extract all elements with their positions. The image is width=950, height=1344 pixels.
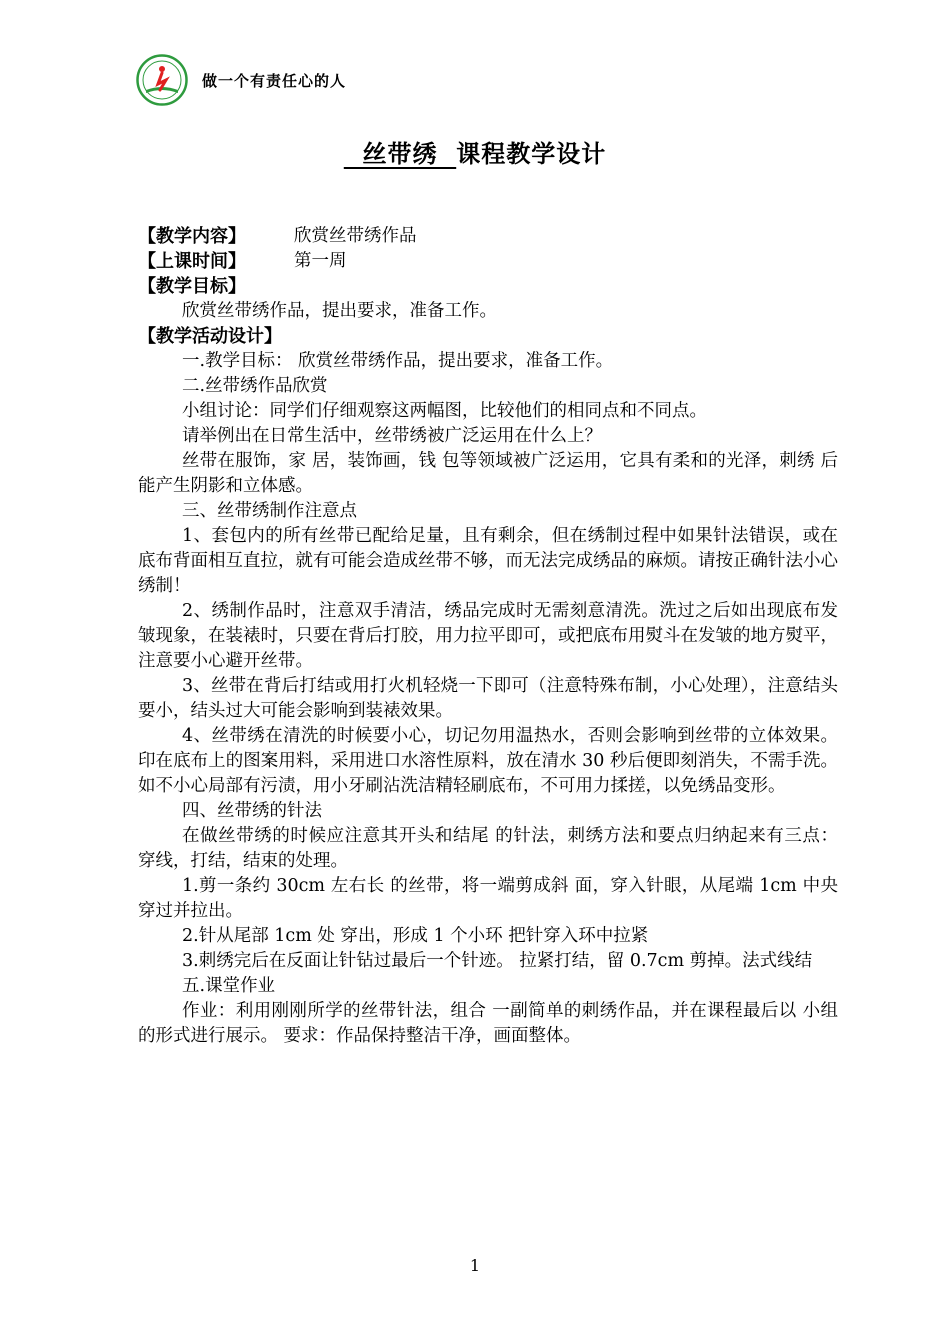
title-rest: 课程教学设计 xyxy=(456,140,607,168)
activity-paragraph: 1、套包内的所有丝带已配给足量，且有剩余，但在绣制过程中如果针法错误，或在底布背面相互直拉，就有可能会造成丝带不够，而无法完成绣品的麻烦。请按正确针法小心绣制！ xyxy=(138,526,838,596)
activity-label: 【教学活动设计】 xyxy=(138,326,282,347)
goal-text: 欣赏丝带绣作品，提出要求，准备工作。 xyxy=(182,301,497,321)
activity-paragraph: 作业：利用刚刚所学的丝带针法，组合 一副简单的刺绣作品，并在课程最后以 小组的形式进行展示。 要求：作品保持整洁干净，画面整体。 xyxy=(138,1001,838,1046)
info-row-content xyxy=(138,224,838,249)
activity-paragraph: 丝带在服饰，家 居，装饰画，钱 包等领域被广泛运用，它具有柔和的光泽，刺绣 后能产生阴影和立体感。 xyxy=(138,451,838,496)
info-value: 欣赏丝带绣作品 xyxy=(294,226,417,246)
goal-label: 【教学目标】 xyxy=(138,276,246,297)
activity-paragraph: 五.课堂作业 xyxy=(182,976,276,996)
header-motto: 做一个有责任心的人 xyxy=(202,71,347,90)
activity-paragraph: 在做丝带绣的时候应注意其开头和结尾 的针法，刺绣方法和要点归纳起来有三点： 穿线，打结，结束的处理。 xyxy=(138,826,838,871)
info-label: 【教学内容】 xyxy=(138,226,246,247)
activity-paragraph: 4、丝带绣在清洗的时候要小心，切记勿用温热水，否则会影响到丝带的立体效果。印在底布上的图案用料，采用进口水溶性原料，放在清水 30 秒后便即刻消失，不需手洗。如不小心局部有污渍，用小牙刷沾洗洁精轻刷底布，不可用力揉搓，以免绣品变形。 xyxy=(138,726,838,796)
page-title xyxy=(0,134,950,169)
activity-paragraph: 3、丝带在背后打结或用打火机轻烧一下即可（注意特殊布制，小心处理），注意结头要小，结头过大可能会影响到装裱效果。 xyxy=(138,676,838,721)
activity-paragraph: 1.剪一条约 30cm 左右长 的丝带，将一端剪成斜 面，穿入针眼，从尾端 1cm 中央穿过并拉出。 xyxy=(138,876,838,921)
activity-paragraph: 3.刺绣完后在反面让针钻过最后一个针迹。 拉紧打结，留 0.7cm 剪掉。法式线结 xyxy=(182,951,813,971)
activity-paragraph: 2、绣制作品时，注意双手清洁，绣品完成时无需刻意清洗。洗过之后如出现底布发皱现象，在装裱时，只要在背后打胶，用力拉平即可，或把底布用熨斗在发皱的地方熨平，注意要小心避开丝带。 xyxy=(138,601,838,671)
activity-paragraph: 2.针从尾部 1cm 处 穿出，形成 1 个小环 把针穿入环中拉紧 xyxy=(182,926,649,946)
page-number: 1 xyxy=(469,1256,481,1275)
info-label: 【上课时间】 xyxy=(138,251,246,272)
info-value: 第一周 xyxy=(294,251,347,271)
activity-paragraph: 二.丝带绣作品欣赏 xyxy=(182,376,328,396)
document-body xyxy=(138,224,838,1049)
activity-paragraph: 请举例出在日常生活中，丝带绣被广泛运用在什么上？ xyxy=(182,426,602,446)
info-row-time xyxy=(138,249,838,274)
activity-paragraph: 小组讨论：同学们仔细观察这两幅图，比较他们的相同点和不同点。 xyxy=(182,401,707,421)
activity-paragraph: 一.教学目标： 欣赏丝带绣作品，提出要求，准备工作。 xyxy=(182,351,614,371)
activity-paragraph: 四、丝带绣的针法 xyxy=(182,801,322,821)
activity-paragraph: 三、丝带绣制作注意点 xyxy=(182,501,357,521)
title-underlined-subject: 丝带绣 xyxy=(343,140,457,168)
page-header xyxy=(136,52,346,108)
school-logo-icon xyxy=(136,54,188,106)
